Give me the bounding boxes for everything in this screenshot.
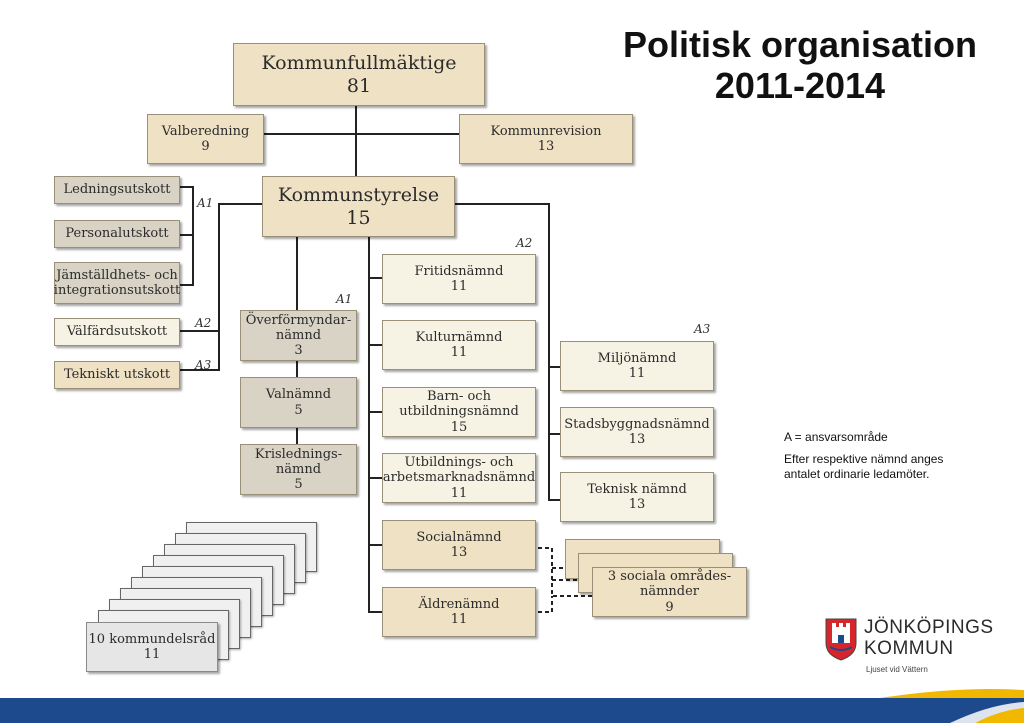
tekniskt-utskott-box: [54, 361, 180, 389]
utbildning-line-1: Utbildnings- och: [404, 455, 514, 470]
miljonamnd-count: 11: [628, 366, 646, 381]
kommundelsrad-name: 10 kommundelsråd: [88, 631, 216, 647]
valberedning-count: 9: [201, 139, 210, 154]
logo: [824, 617, 1004, 679]
page-title: [580, 24, 1020, 107]
kommunstyrelse-count: 15: [346, 206, 371, 229]
kommunfullmaktige-count: 81: [346, 74, 372, 97]
utbildnings-arbetsmarknadsnamnd-box: [382, 453, 536, 503]
stadsbyggnadsnamnd-name: Stadsbyggnadsnämnd: [564, 416, 710, 432]
utbildning-line-2: arbetsmarknadsnämnd: [382, 470, 536, 486]
ledningsutskott-box: [54, 176, 180, 204]
barn-line-1: Barn- och: [427, 389, 491, 404]
valberedning-box: [147, 114, 264, 164]
logo-tagline: Ljuset vid Vättern: [866, 665, 928, 674]
logo-name-line-1: JÖNKÖPINGS: [864, 617, 994, 638]
connector: [548, 366, 560, 368]
kommundelsrad-box: [86, 622, 218, 672]
overformyndar-line-2: nämnd: [275, 327, 322, 343]
kulturnamnd-count: 11: [450, 345, 468, 360]
teknisk-namnd-box: [560, 472, 714, 522]
area-label-a1-utskott: A1: [197, 196, 214, 210]
kommunrevision-name: Kommunrevision: [490, 123, 602, 139]
aldrenamnd-box: [382, 587, 536, 637]
valnamnd-count: 5: [294, 402, 303, 418]
krisledning-line-2: nämnd: [275, 461, 322, 477]
connector: [264, 133, 459, 135]
connector: [368, 277, 382, 279]
personalutskott-label: Personalutskott: [65, 226, 169, 242]
connector: [296, 428, 298, 444]
barn-line-2: utbildningsnämnd: [399, 404, 519, 420]
socialnamnd-box: [382, 520, 536, 570]
valberedning-name: Valberedning: [161, 123, 250, 139]
connector: [180, 284, 194, 286]
kommunfullmaktige-box: [233, 43, 485, 106]
connector: [368, 611, 382, 613]
miljonamnd-name: Miljönämnd: [597, 350, 677, 366]
connector: [180, 330, 220, 332]
kulturnamnd-box: [382, 320, 536, 370]
overformyndarnamnd-box: [240, 310, 357, 361]
barn-utbildningsnamnd-box: [382, 387, 536, 437]
utbildning-count: 11: [450, 485, 468, 501]
area-label-a3-namnder: A3: [694, 322, 711, 336]
area-label-a2-namnder: A2: [516, 236, 533, 250]
overformyndar-count: 3: [294, 343, 303, 359]
connector: [548, 499, 560, 501]
aldrenamnd-count: 11: [450, 612, 468, 627]
kommunrevision-box: [459, 114, 633, 164]
kommunstyrelse-box: [262, 176, 455, 237]
stadsbyggnadsnamnd-box: [560, 407, 714, 457]
connector: [548, 203, 550, 501]
connector: [368, 411, 382, 413]
barn-count: 15: [450, 419, 468, 435]
teknisk-namnd-count: 13: [628, 497, 646, 512]
connector: [368, 544, 382, 546]
area-label-a2-utskott: A2: [195, 316, 212, 330]
connector: [368, 237, 370, 612]
legend-line-2: antalet ordinarie ledamöter.: [784, 467, 930, 482]
footer-band: [0, 686, 1024, 723]
kulturnamnd-name: Kulturnämnd: [415, 329, 503, 345]
valfardsutskott-box: [54, 318, 180, 346]
krisledning-line-1: Krislednings-: [254, 446, 343, 462]
connector: [180, 234, 194, 236]
stadsbyggnadsnamnd-count: 13: [628, 432, 646, 447]
valnamnd-box: [240, 377, 357, 428]
valfardsutskott-label: Välfärdsutskott: [66, 324, 168, 340]
jamstalldhets-label-1: Jämställdhets- och: [56, 267, 178, 283]
kommunfullmaktige-name: Kommunfullmäktige: [261, 52, 457, 75]
title-line-2: 2011-2014: [714, 65, 886, 107]
connector: [355, 106, 357, 176]
fritidsnamnd-count: 11: [450, 279, 468, 294]
logo-name-line-2: KOMMUN: [864, 638, 954, 659]
connector: [296, 361, 298, 377]
jamstalldhets-utskott-box: [54, 262, 180, 304]
fritidsnamnd-box: [382, 254, 536, 304]
legend-note: [784, 430, 1004, 483]
coat-of-arms-icon: [824, 617, 858, 661]
valnamnd-name: Valnämnd: [265, 387, 332, 403]
connector: [368, 477, 382, 479]
connector: [455, 203, 550, 205]
sociala-omraden-count: 9: [665, 599, 674, 615]
teknisk-namnd-name: Teknisk nämnd: [587, 481, 687, 497]
connector: [192, 186, 194, 286]
tekniskt-utskott-label: Tekniskt utskott: [63, 367, 171, 383]
connector: [218, 203, 263, 205]
title-line-1: Politisk organisation: [622, 24, 978, 65]
socialnamnd-name: Socialnämnd: [416, 529, 502, 545]
sociala-omradesnamnd-box: [592, 567, 747, 617]
area-label-a3-utskott: A3: [195, 358, 212, 372]
personalutskott-box: [54, 220, 180, 248]
krisledning-count: 5: [294, 477, 303, 493]
connector: [180, 186, 194, 188]
fritidsnamnd-name: Fritidsnämnd: [414, 263, 504, 279]
ledningsutskott-label: Ledningsutskott: [63, 182, 171, 198]
connector: [296, 237, 298, 310]
kommunstyrelse-name: Kommunstyrelse: [277, 184, 440, 207]
sociala-omraden-line-2: nämnder: [639, 584, 700, 600]
jamstalldhets-label-2: integrationsutskott: [53, 283, 181, 298]
area-label-a1-namnder: A1: [336, 292, 353, 306]
connector: [548, 433, 560, 435]
socialnamnd-count: 13: [450, 545, 468, 560]
legend-ansvarsomrade: A = ansvarsområde: [784, 430, 888, 444]
miljonamnd-box: [560, 341, 714, 391]
legend-line-1: Efter respektive nämnd anges: [784, 451, 944, 466]
connector: [218, 203, 220, 370]
connector: [368, 344, 382, 346]
kommunrevision-count: 13: [537, 139, 555, 154]
kommundelsrad-count: 11: [143, 647, 161, 662]
overformyndar-line-1: Överförmyndar-: [245, 312, 352, 328]
sociala-omraden-line-1: 3 sociala områdes-: [607, 569, 732, 584]
krisledningsnamnd-box: [240, 444, 357, 495]
aldrenamnd-name: Äldrenämnd: [418, 596, 500, 612]
